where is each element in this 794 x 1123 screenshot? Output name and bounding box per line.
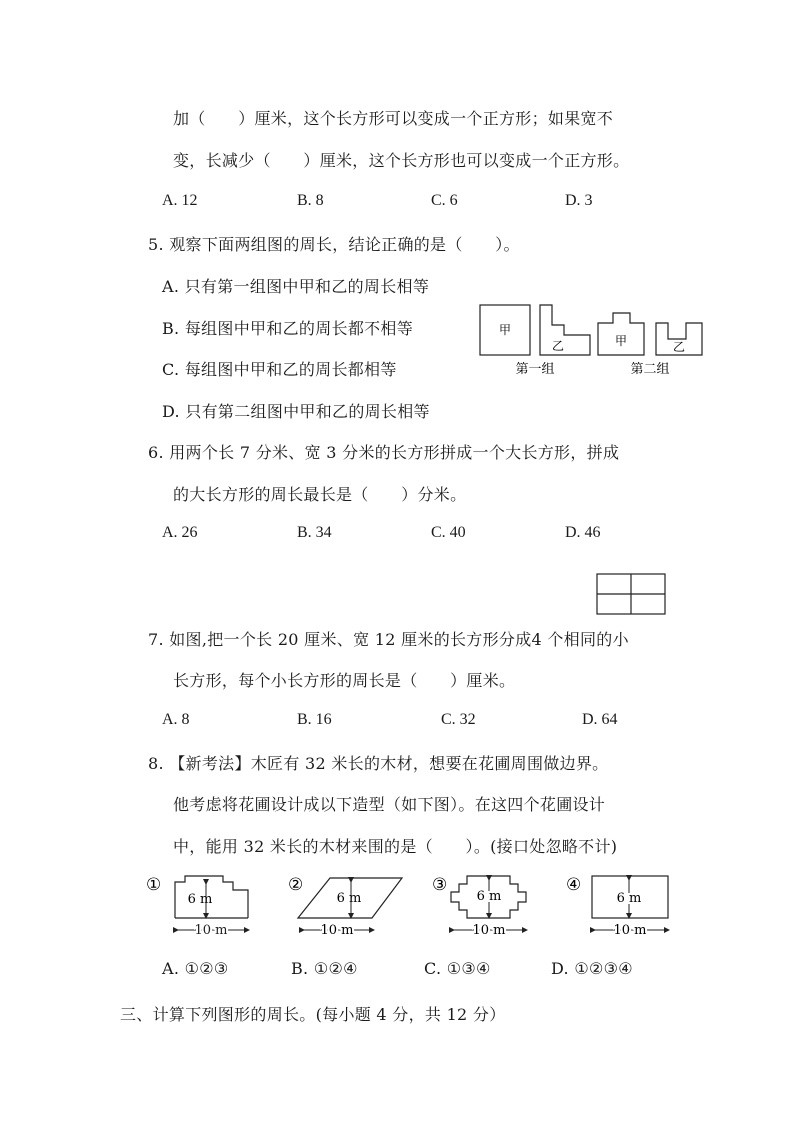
q8-line1: 8. 【新考法】木匠有 32 米长的木材，想要在花圃周围做边界。	[148, 754, 609, 773]
q6-line2: 的大长方形的周长最长是（ ）分米。	[173, 485, 467, 504]
q8-option-d: D. ①②③④	[551, 959, 633, 978]
q8-line3: 中，能用 32 米长的木材来围的是（ ）。(接口处忽略不计)	[173, 837, 618, 856]
group1-yi-label: 乙	[551, 339, 565, 353]
q7-line2: 长方形，每个小长方形的周长是（ ）厘米。	[173, 671, 516, 690]
figure4-width: 10 m	[613, 923, 647, 938]
q6-line1: 6. 用两个长 7 分米、宽 3 分米的长方形拼成一个大长方形，拼成	[148, 443, 620, 462]
q4-option-c: C. 6	[431, 192, 458, 209]
q6-option-b: B. 34	[297, 524, 332, 541]
figure1-width: 10 m	[194, 923, 228, 938]
q8-figures	[140, 868, 680, 946]
q7-grid-figure	[595, 572, 669, 616]
q4-line2: 变，长减少（ ）厘米，这个长方形也可以变成一个正方形。	[173, 151, 630, 170]
q4-option-d: D. 3	[565, 192, 593, 209]
q5-option-d: D. 只有第二组图中甲和乙的周长相等	[162, 402, 430, 421]
group2-jia-label: 甲	[614, 334, 628, 348]
q8-line2: 他考虑将花圃设计成以下造型（如下图）。在这四个花圃设计	[173, 795, 606, 814]
section3-title: 三、计算下列图形的周长。(每小题 4 分，共 12 分）	[120, 1005, 506, 1024]
q5-figure	[470, 295, 715, 385]
figure2-label: ②	[288, 875, 304, 895]
q8-option-b: B. ①②④	[291, 959, 358, 978]
group1-caption: 第一组	[515, 362, 555, 377]
figure3-width: 10 m	[472, 923, 506, 938]
figure1-label: ①	[146, 875, 162, 895]
q7-option-d: D. 64	[582, 711, 618, 728]
q7-option-c: C. 32	[441, 711, 476, 728]
figure2-height: 6 m	[336, 891, 362, 906]
q7-option-b: B. 16	[297, 711, 332, 728]
q7-line1: 7. 如图,把一个长 20 厘米、宽 12 厘米的长方形分成4 个相同的小	[148, 630, 629, 649]
q6-option-d: D. 46	[565, 524, 601, 541]
figure3-height: 6 m	[476, 889, 502, 904]
q8-option-c: C. ①③④	[424, 959, 491, 978]
figure4-label: ④	[566, 875, 582, 895]
group1-yi-shape	[540, 305, 590, 355]
figure3-label: ③	[432, 875, 448, 895]
q5-option-a: A. 只有第一组图中甲和乙的周长相等	[162, 277, 430, 296]
group2-caption: 第二组	[630, 362, 670, 377]
q6-option-c: C. 40	[431, 524, 466, 541]
q5-stem: 5. 观察下面两组图的周长，结论正确的是（ ）。	[148, 235, 520, 254]
figure2-width: 10 m	[320, 923, 354, 938]
figure4-height: 6 m	[616, 891, 642, 906]
q7-option-a: A. 8	[162, 711, 190, 728]
figure1-height: 6 m	[187, 892, 213, 907]
q5-option-c: C. 每组图中甲和乙的周长都相等	[162, 360, 397, 379]
q4-line1: 加（ ）厘米，这个长方形可以变成一个正方形；如果宽不	[173, 109, 614, 128]
q8-option-a: A. ①②③	[162, 959, 229, 978]
group2-yi-label: 乙	[672, 340, 686, 354]
group1-jia-label: 甲	[498, 323, 512, 337]
q4-option-a: A. 12	[162, 192, 198, 209]
q5-option-b: B. 每组图中甲和乙的周长都不相等	[162, 319, 414, 338]
q6-option-a: A. 26	[162, 524, 198, 541]
q4-option-b: B. 8	[297, 192, 324, 209]
